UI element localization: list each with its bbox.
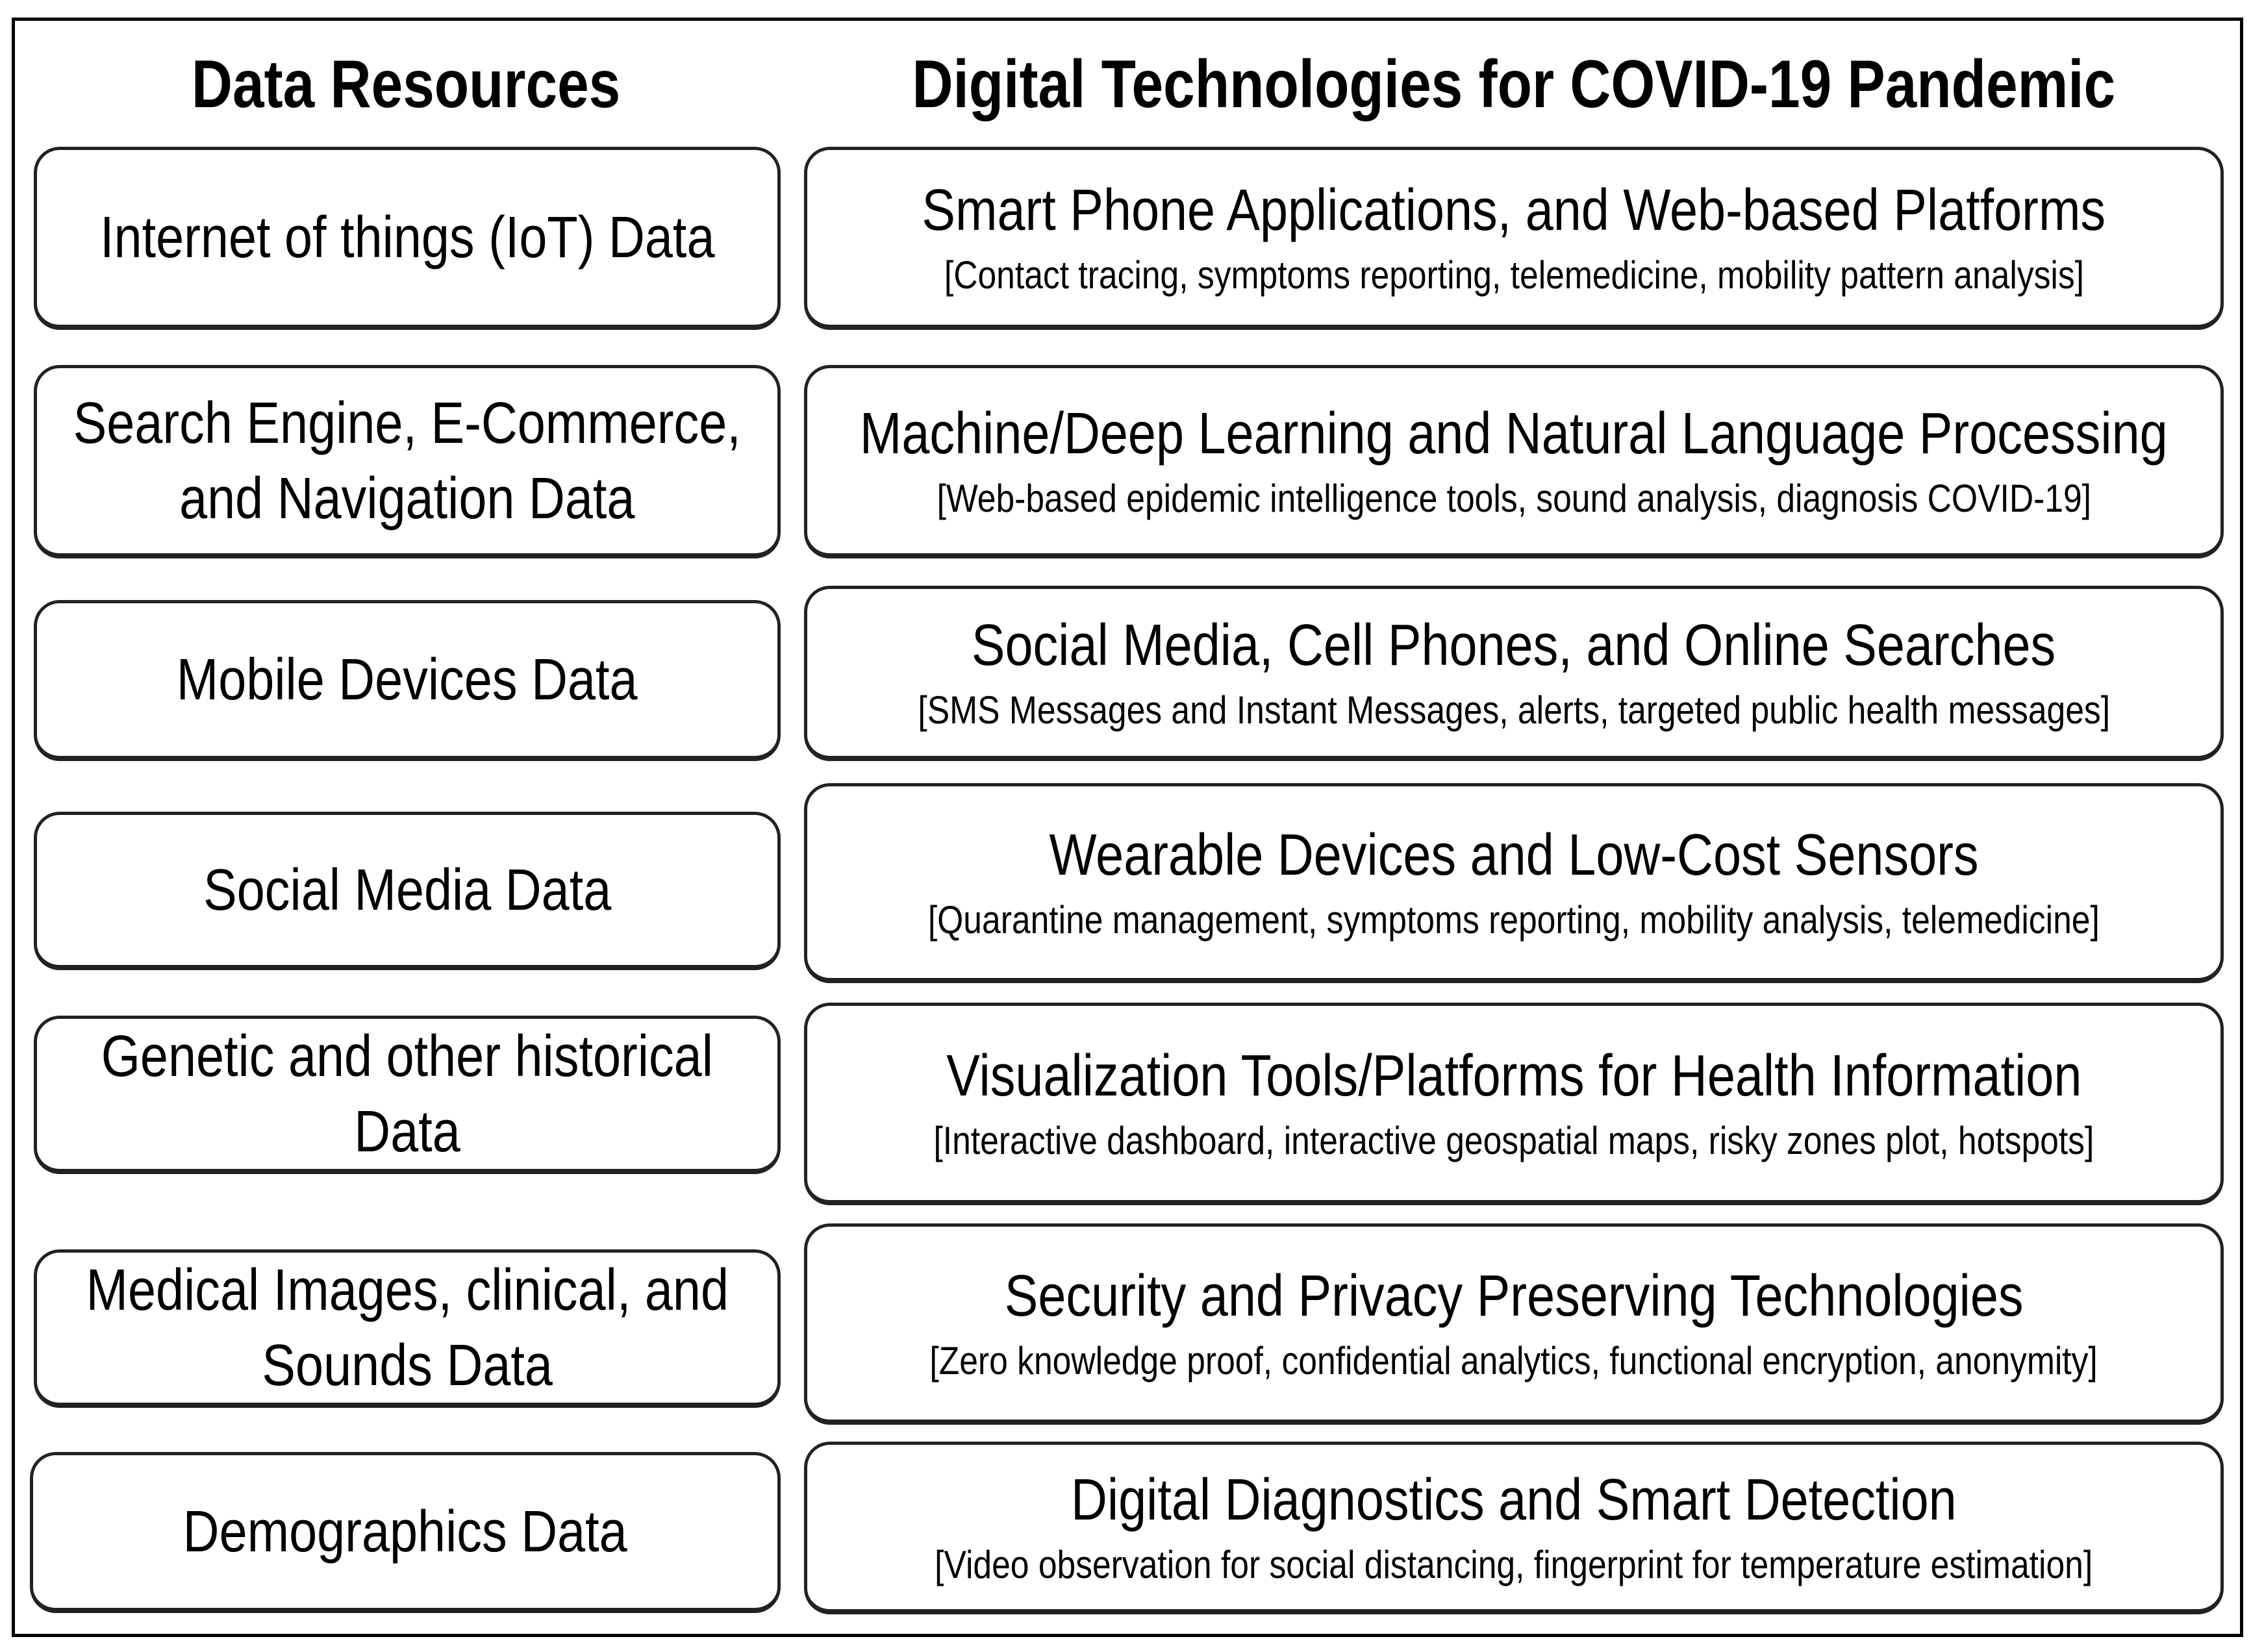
technology-title: Smart Phone Applications, and Web-based Platforms	[922, 177, 2106, 243]
data-resource-social-media	[34, 812, 781, 970]
technology-detail: [SMS Messages and Instant Messages, alerts, targeted public health messages]	[918, 688, 2110, 732]
resource-label: Genetic and other historical	[101, 1023, 714, 1089]
technology-digital-diagnostics	[804, 1442, 2224, 1614]
technology-wearable-devices-sensors	[804, 783, 2224, 983]
technology-social-media-cell-phones	[804, 586, 2224, 761]
technology-title: Machine/Deep Learning and Natural Language Processing	[860, 401, 2168, 466]
resource-label: Search Engine, E-Commerce,	[73, 390, 742, 456]
data-resources-heading	[32, 45, 779, 123]
data-resource-genetic-historical	[34, 1016, 781, 1174]
technology-title: Visualization Tools/Platforms for Health Information	[946, 1043, 2082, 1108]
resource-label: Internet of things (IoT) Data	[99, 205, 715, 270]
technology-visualization-tools	[804, 1003, 2224, 1205]
technology-machine-deep-learning-nlp	[804, 365, 2224, 558]
technology-smart-phone-apps	[804, 147, 2224, 330]
resource-label: Medical Images, clinical, and	[86, 1257, 729, 1323]
technology-detail: [Interactive dashboard, interactive geospatial maps, risky zones plot, hotspots]	[933, 1118, 2094, 1162]
technology-title: Wearable Devices and Low-Cost Sensors	[1049, 822, 1979, 888]
heading-text: Data Resources	[191, 46, 621, 122]
digital-technologies-heading	[804, 45, 2224, 123]
technology-detail: [Contact tracing, symptoms reporting, telemedicine, mobility pattern analysis]	[944, 253, 2084, 297]
technology-title: Social Media, Cell Phones, and Online Searches	[972, 612, 2056, 678]
data-resource-mobile-devices	[34, 600, 781, 761]
technology-title: Security and Privacy Preserving Technologies	[1004, 1263, 2024, 1329]
resource-label: Data	[354, 1099, 460, 1164]
technology-detail: [Quarantine management, symptoms reporting, mobility analysis, telemedicine]	[928, 897, 2100, 942]
resource-label: Mobile Devices Data	[177, 647, 638, 712]
data-resource-medical-images-clinical-sounds	[34, 1249, 781, 1408]
technology-title: Digital Diagnostics and Smart Detection	[1071, 1467, 1957, 1533]
resource-label: Demographics Data	[182, 1499, 628, 1564]
resource-label: and Navigation Data	[179, 466, 635, 531]
resource-label: Sounds Data	[262, 1333, 553, 1398]
technology-detail: [Web-based epidemic intelligence tools, sound analysis, diagnosis COVID-19]	[937, 476, 2091, 520]
technology-detail: [Zero knowledge proof, confidential analytics, functional encryption, anonymity]	[929, 1338, 2098, 1383]
data-resource-search-ecommerce-navigation	[34, 365, 781, 558]
technology-detail: [Video observation for social distancing, fingerprint for temperature estimation]	[935, 1542, 2093, 1586]
data-resource-iot	[34, 147, 781, 330]
data-resource-demographics	[30, 1452, 781, 1613]
heading-text: Digital Technologies for COVID-19 Pandemic	[912, 46, 2116, 122]
resource-label: Social Media Data	[203, 857, 612, 923]
technology-security-privacy	[804, 1223, 2224, 1425]
